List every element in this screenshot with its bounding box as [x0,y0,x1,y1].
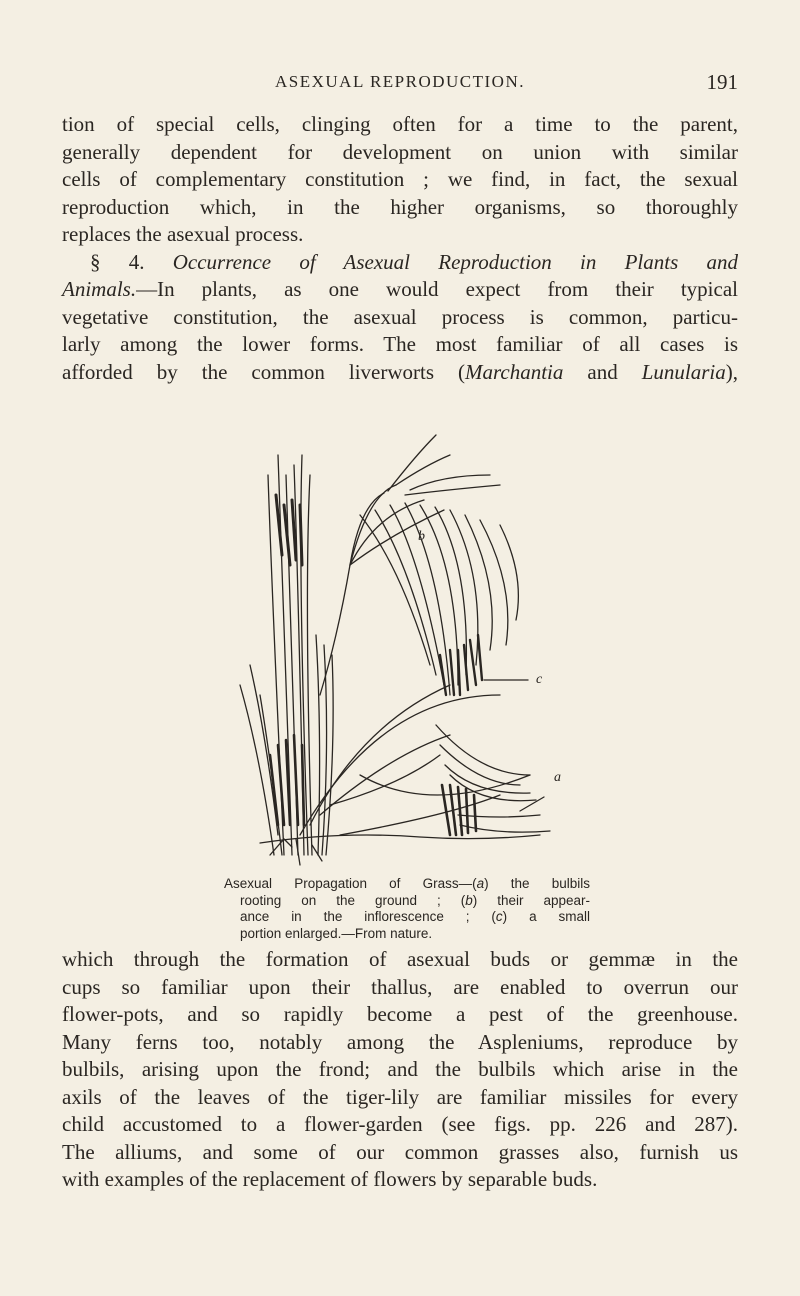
figure-label-c: c [536,672,543,687]
text-line [62,276,738,304]
caption-text: Asexual Propagation of Grass—( [224,876,477,891]
text-fragment: afforded by the common liverworts ( [62,359,466,384]
section-heading-line [62,249,738,277]
figure-label-a: a [554,770,561,785]
text-line: vegetative constitution, the asexual process is common, particu- [62,304,738,329]
figure-caption [224,876,590,942]
caption-letter: c [495,909,503,924]
body-text-bottom [62,946,738,1194]
caption-letter: a [476,876,485,891]
text-line: which through the formation of asexual buds or gemmæ in the [62,947,738,971]
text-line: Many ferns too, notably among the Aspleniums, reproduce by [62,1029,738,1054]
text-line: The alliums, and some of our common grasses also, furnish us [62,1139,738,1164]
section-title-end: Animals. [62,277,137,301]
text-line: larly among the lower forms. The most familiar of all cases is [62,332,738,356]
caption-letter: b [465,892,473,908]
text-line [62,359,738,387]
running-head [62,72,738,98]
caption-text: ) the bulbils [484,876,590,891]
text-fragment: and [563,359,642,384]
caption-text: rooting on the ground ; ( [240,892,466,908]
caption-text: ance in the inflorescence ; ( [240,909,496,924]
text-line: flower-pots, and so rapidly become a pest of the greenhouse. [62,1002,738,1026]
text-line: tion of special cells, clinging often for a time to the parent, [62,112,738,136]
caption-line [224,909,590,926]
text-line: replaces the asexual process. [62,222,304,246]
caption-line: portion enlarged.—From nature. [240,925,433,941]
running-title: ASEXUAL REPRODUCTION. [275,72,525,91]
text-line: axils of the leaves of the tiger-lily are familiar missiles for every [62,1084,738,1109]
section-mark: § 4. [90,249,145,274]
text-line: reproduction which, in the higher organisms, so thoroughly [62,194,738,219]
text-fragment: ), [725,359,738,384]
body-text-top [62,111,738,386]
grass-drawing [200,395,580,875]
caption-line [224,876,590,893]
text-line: generally dependent for development on union with similar [62,139,738,164]
page-number: 191 [706,70,738,94]
section-title: Occurrence of Asexual Reproduction in Plants and [172,249,739,274]
text-line: with examples of the replacement of flowers by separable buds. [62,1167,598,1191]
text-line: bulbils, arising upon the frond; and the bulbils which arise in the [62,1057,738,1081]
grass-illustration [200,395,580,875]
text-line: child accustomed to a flower-garden (see figs. pp. 226 and 287). [62,1112,738,1136]
text-line: cells of complementary constitution ; we find, in fact, the sexual [62,167,738,191]
figure-label-b: b [418,529,425,544]
text-fragment: —In plants, as one would expect from their typical [136,277,738,301]
caption-text: ) their appear- [472,892,590,908]
caption-text: ) a small [502,909,590,924]
genus-name: Marchantia [465,359,564,384]
text-line: cups so familiar upon their thallus, are enabled to overrun our [62,974,738,999]
genus-name: Lunularia [641,359,726,384]
caption-line [224,893,590,910]
